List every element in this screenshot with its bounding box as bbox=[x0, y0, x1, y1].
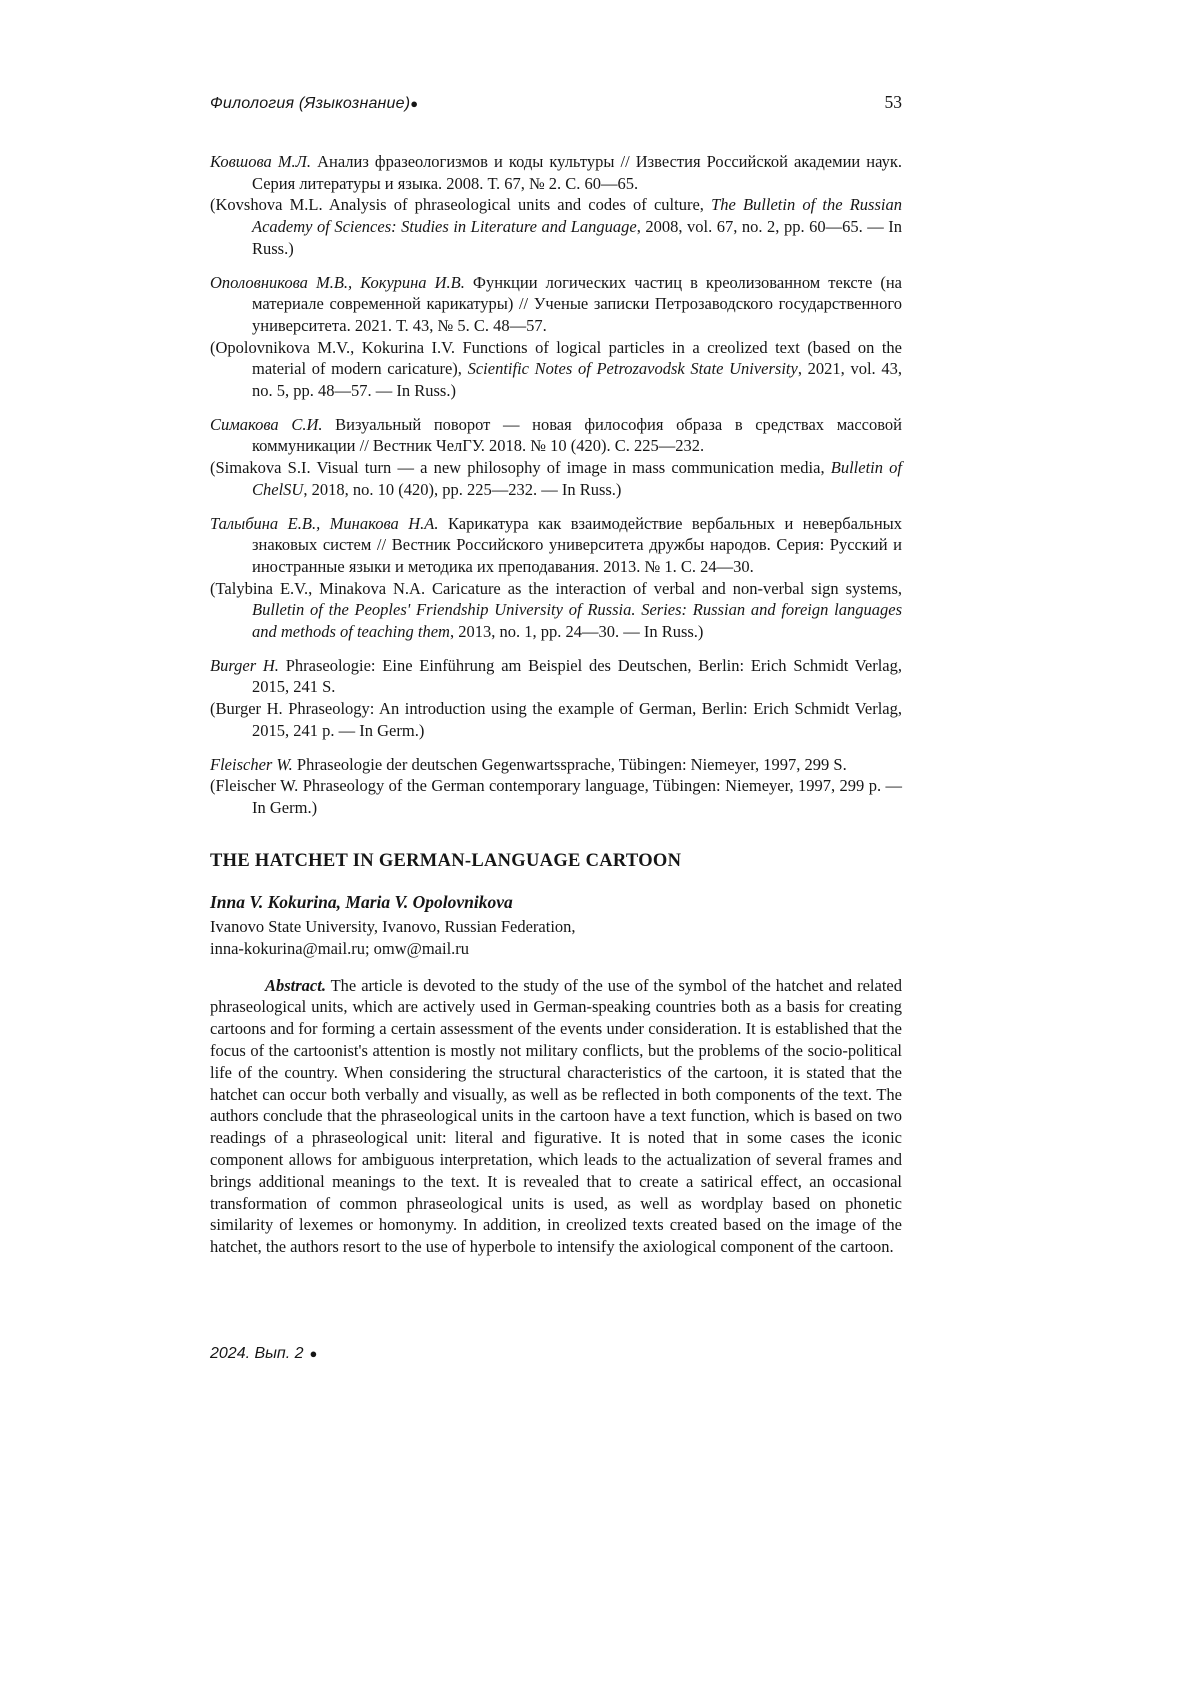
ref-body: Phraseologie der deutschen Gegenwartssprache, Tübingen: Niemeyer, 1997, 299 S. bbox=[292, 754, 847, 774]
reference-group bbox=[210, 513, 902, 643]
ref-authors: Талыбина Е.В., Минакова Н.А. bbox=[210, 513, 439, 533]
page-number: 53 bbox=[884, 92, 902, 112]
abstract-text: The article is devoted to the study of the use of the symbol of the hatchet and related phraseological units, which are actively used in German-speaking countries both as a basis for creating cartoons and for forming a certain assessment of the events under consideration. It is established that the focus of the cartoonist's attention is mostly not military conflicts, but the problems of the socio-political life of the country. When considering the structural characteristics of the cartoon, it is stated that the hatchet can occur both verbally and visually, as well as be reflected in both components of the text. The authors conclude that the phraseological units in the cartoon have a text function, which is based on two readings of a phraseological unit: literal and figurative. It is noted that in some cases the iconic component allows for ambiguous interpretation, which leads to the actualization of several frames and brings additional meanings to the text. It is revealed that to create a satirical effect, an occasional transformation of common phraseological units is used, as well as wordplay based on phonetic similarity of lexemes or homonymy. In addition, in creolized texts created based on the image of the hatchet, the authors resort to the use of hyperbole to intensify the axiological component of the cartoon. bbox=[210, 975, 902, 1257]
reference-translation bbox=[210, 698, 902, 741]
running-header bbox=[210, 92, 902, 113]
ref-body: (Talybina E.V., Minakova N.A. Caricature as the interaction of verbal and non-verbal sign systems, bbox=[210, 578, 902, 598]
ref-source-title: Scientific Notes of Petrozavodsk State University bbox=[467, 359, 798, 379]
article-affiliation: Ivanovo State University, Ivanovo, Russian Federation, bbox=[210, 916, 576, 936]
ref-body: Phraseologie: Eine Einführung am Beispiel des Deutschen, Berlin: Erich Schmidt Verlag, 2015, 241 S. bbox=[252, 655, 902, 697]
reference-original bbox=[210, 754, 902, 776]
ref-authors: Ковшова М.Л. bbox=[210, 152, 311, 171]
running-footer bbox=[210, 1345, 317, 1363]
footer-issue-text: 2024. Вып. 2 bbox=[210, 1345, 304, 1362]
content-column bbox=[210, 92, 902, 1258]
running-title-text: Филология (Языкознание) bbox=[210, 95, 411, 112]
ref-source-title: The Bulletin of the Russian Academy of Sciences: Studies in Literature and Language bbox=[252, 195, 902, 237]
references-list bbox=[210, 151, 902, 819]
article-authors: Inna V. Kokurina, Maria V. Opolovnikova bbox=[210, 891, 513, 912]
reference-original bbox=[210, 414, 902, 457]
ref-authors: Burger H. bbox=[210, 655, 279, 675]
bullet-icon: ● bbox=[309, 1346, 318, 1361]
ref-body: (Fleischer W. Phraseology of the German contemporary language, Tübingen: Niemeyer, 1997, 299 p. — In Germ.) bbox=[210, 776, 902, 817]
ref-body: , 2018, no. 10 (420), pp. 225—232. — In Russ.) bbox=[303, 479, 622, 499]
reference-group bbox=[210, 151, 902, 260]
reference-translation bbox=[210, 337, 902, 402]
ref-body: , 2008, vol. 67, no. 2, pp. 60—65. — In Russ.) bbox=[252, 217, 902, 258]
ref-body: Карикатура как взаимодействие вербальных и невербальных знаковых систем // Вестник Российского университета дружбы народов. Серия: Русский и иностранные языки и методика их преподавания. 2013. № 1. С. 24—30. bbox=[252, 513, 902, 576]
ref-body: , 2021, vol. 43, no. 5, pp. 48—57. — In Russ.) bbox=[252, 359, 902, 401]
ref-authors: Fleischer W. bbox=[210, 754, 293, 774]
ref-body: , 2013, no. 1, pp. 24—30. — In Russ.) bbox=[449, 622, 704, 642]
ref-body: (Burger H. Phraseology: An introduction using the example of German, Berlin: Erich Schmidt Verlag, 2015, 241 p. — In Germ.) bbox=[210, 699, 902, 740]
reference-group bbox=[210, 655, 902, 742]
reference-group bbox=[210, 754, 902, 819]
reference-original bbox=[210, 272, 902, 337]
ref-body: Визуальный поворот — новая философия образа в средствах массовой коммуникации // Вестник ЧелГУ. 2018. № 10 (420). С. 225—232. bbox=[252, 414, 903, 456]
reference-translation bbox=[210, 775, 902, 818]
bullet-icon: ● bbox=[410, 96, 419, 111]
ref-body: (Kovshova M.L. Analysis of phraseological units and codes of culture, bbox=[210, 195, 712, 215]
reference-original bbox=[210, 655, 902, 698]
reference-translation bbox=[210, 194, 902, 259]
reference-original bbox=[210, 513, 902, 578]
article-emails: inna-kokurina@mail.ru; omw@mail.ru bbox=[210, 938, 470, 958]
abstract-label: Abstract. bbox=[265, 975, 326, 995]
reference-group bbox=[210, 414, 902, 501]
article-title: THE HATCHET IN GERMAN-LANGUAGE CARTOON bbox=[210, 850, 682, 871]
ref-body: Функции логических частиц в креолизованном тексте (на материале современной карикатуры) // Ученые записки Петрозаводского государственного университета. 2021. Т. 43, № 5. С. 48—57. bbox=[252, 272, 902, 335]
reference-group bbox=[210, 272, 902, 402]
ref-authors: Симакова С.И. bbox=[210, 414, 323, 434]
ref-body: (Opolovnikova M.V., Kokurina I.V. Functions of logical particles in a creolized text (based on the material of modern caricature), bbox=[210, 337, 902, 379]
reference-translation bbox=[210, 578, 902, 643]
reference-translation bbox=[210, 457, 902, 500]
reference-original bbox=[210, 151, 902, 194]
ref-authors: Ополовникова М.В., Кокурина И.В. bbox=[210, 272, 465, 292]
abstract-paragraph bbox=[210, 975, 902, 1258]
ref-source-title: Bulletin of ChelSU bbox=[252, 458, 903, 499]
running-title bbox=[210, 95, 418, 113]
ref-source-title: Bulletin of the Peoples' Friendship University of Russia. Series: Russian and foreign languages and methods of teaching them bbox=[252, 600, 902, 642]
ref-body: Анализ фразеологизмов и коды культуры // Известия Российской академии наук. Серия литературы и языка. 2008. Т. 67, № 2. С. 60—65. bbox=[252, 152, 903, 193]
ref-body: (Simakova S.I. Visual turn — a new philosophy of image in mass communication media, bbox=[210, 458, 831, 478]
